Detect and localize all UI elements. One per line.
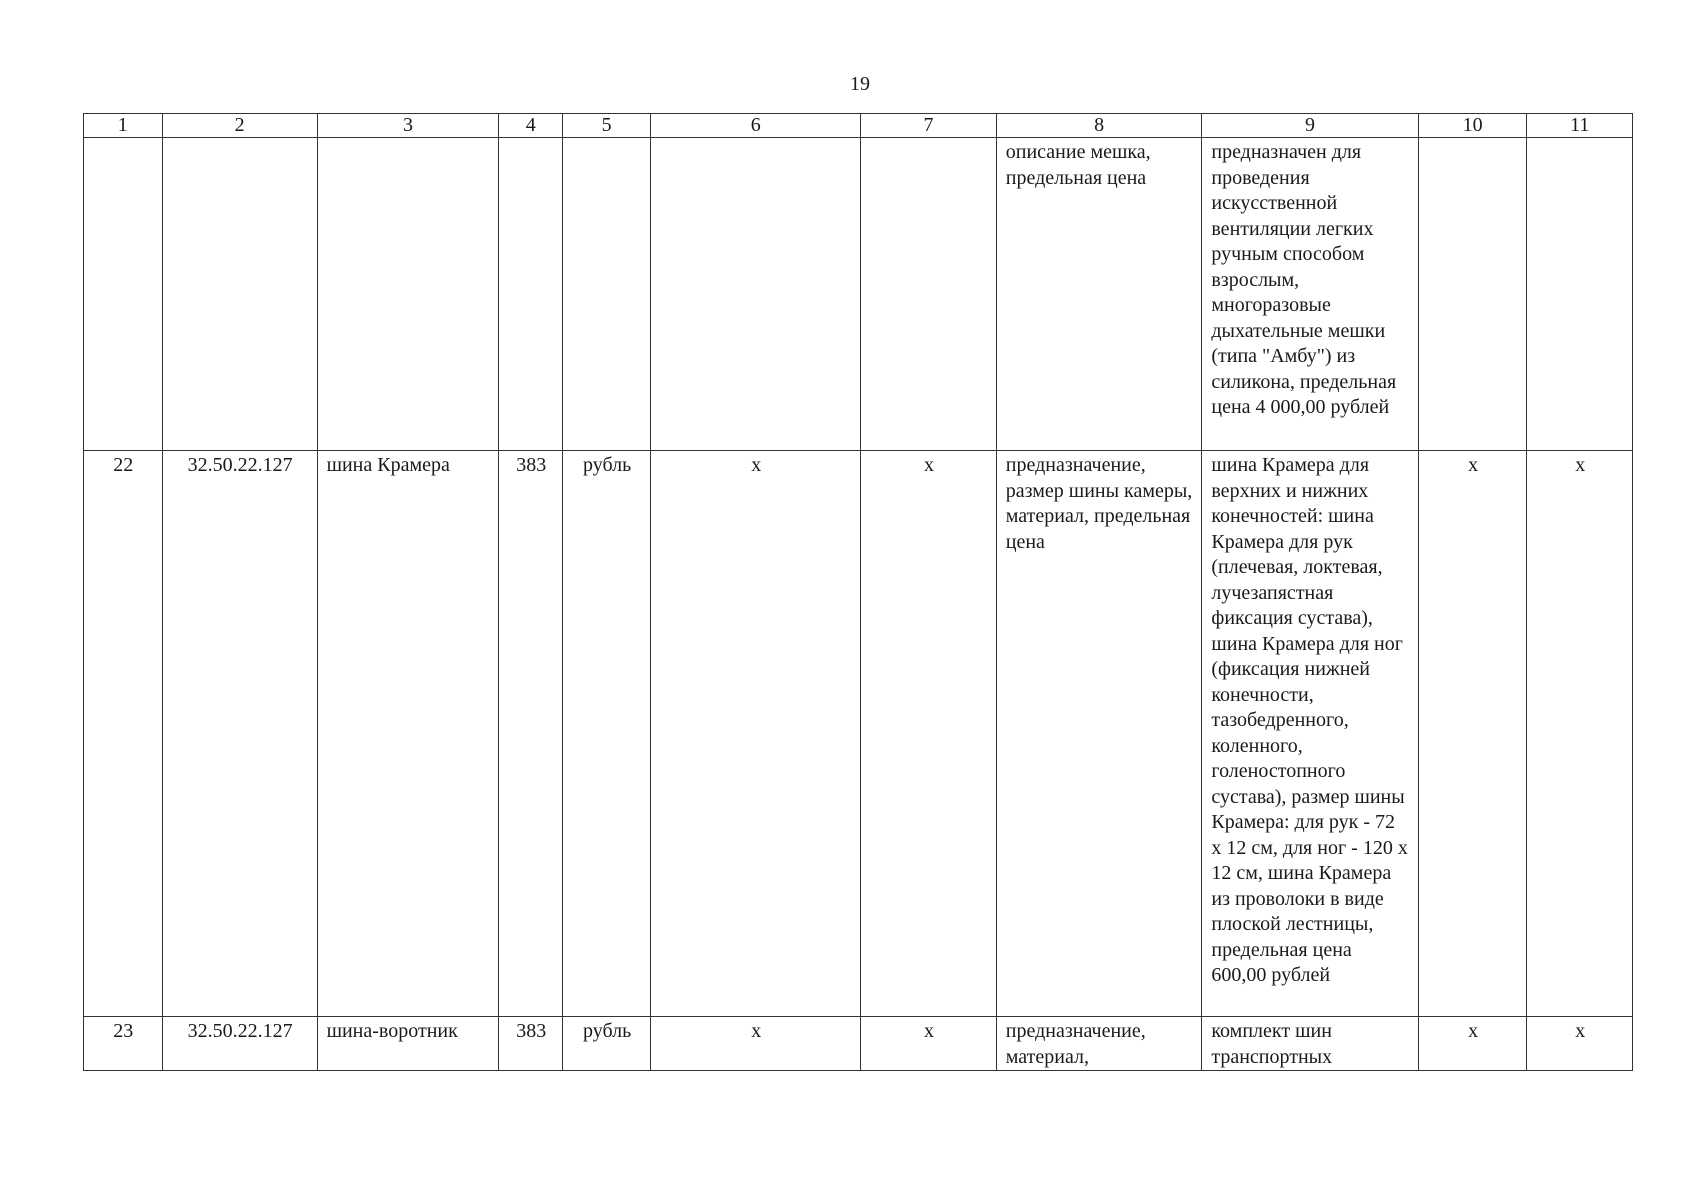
column-header: 4 (499, 114, 563, 138)
column-header: 5 (562, 114, 650, 138)
table-cell: описание мешка, предельная цена (996, 138, 1202, 451)
table-cell (317, 138, 499, 451)
page-number: 19 (850, 73, 870, 95)
column-header: 2 (162, 114, 317, 138)
characteristics-cell: предназначение, материал, (996, 1017, 1202, 1071)
table-cell: х (1418, 1017, 1527, 1071)
row-number-cell: 23 (84, 1017, 163, 1071)
table-cell: х (651, 451, 861, 1017)
table-row (84, 451, 1633, 1017)
column-header: 1 (84, 114, 163, 138)
table-cell (562, 138, 650, 451)
column-header: 9 (1202, 114, 1418, 138)
table-cell (1527, 138, 1633, 451)
unit-code-cell: 383 (499, 1017, 563, 1071)
column-header: 11 (1527, 114, 1633, 138)
row-number-cell: 22 (84, 451, 163, 1017)
table-row (84, 138, 1633, 451)
code-cell: 32.50.22.127 (162, 451, 317, 1017)
table-cell (499, 138, 563, 451)
table-cell: х (1527, 451, 1633, 1017)
column-header: 8 (996, 114, 1202, 138)
table-cell: предназначен для проведения искусственной вентиляции легких ручным способом взрослым, многоразовые дыхательные мешки (типа "Амбу") из силикона, предельная цена 4 000,00 рублей (1202, 138, 1418, 451)
column-header: 7 (861, 114, 997, 138)
table-row (84, 1017, 1633, 1071)
values-cell: комплект шин транспортных (1202, 1017, 1418, 1071)
data-table (83, 113, 1633, 1071)
characteristics-cell: предназначение, размер шины камеры, материал, предельная цена (996, 451, 1202, 1017)
item-name-cell: шина Крамера (317, 451, 499, 1017)
column-header: 6 (651, 114, 861, 138)
table-cell: х (861, 1017, 997, 1071)
table-cell: х (1418, 451, 1527, 1017)
table-cell: х (651, 1017, 861, 1071)
table-header-row (84, 114, 1633, 138)
table-cell (861, 138, 997, 451)
item-name-cell: шина-воротник (317, 1017, 499, 1071)
table-cell: х (1527, 1017, 1633, 1071)
unit-name-cell: рубль (562, 1017, 650, 1071)
table-cell (84, 138, 163, 451)
table-cell: х (861, 451, 997, 1017)
values-cell: шина Крамера для верхних и нижних конечностей: шина Крамера для рук (плечевая, локтевая, лучезапястная фиксация сустава), шина Крамера для ног (фиксация нижней конечности, тазобедренного, коленного, голеностопного сустава), размер шины Крамера: для рук - 72 х 12 см, для ног - 120 х 12 см, шина Крамера из проволоки в виде плоской лестницы, предельная цена 600,00 рублей (1202, 451, 1418, 1017)
column-header: 10 (1418, 114, 1527, 138)
table-cell (162, 138, 317, 451)
unit-code-cell: 383 (499, 451, 563, 1017)
unit-name-cell: рубль (562, 451, 650, 1017)
column-header: 3 (317, 114, 499, 138)
table-cell (1418, 138, 1527, 451)
code-cell: 32.50.22.127 (162, 1017, 317, 1071)
table-cell (651, 138, 861, 451)
